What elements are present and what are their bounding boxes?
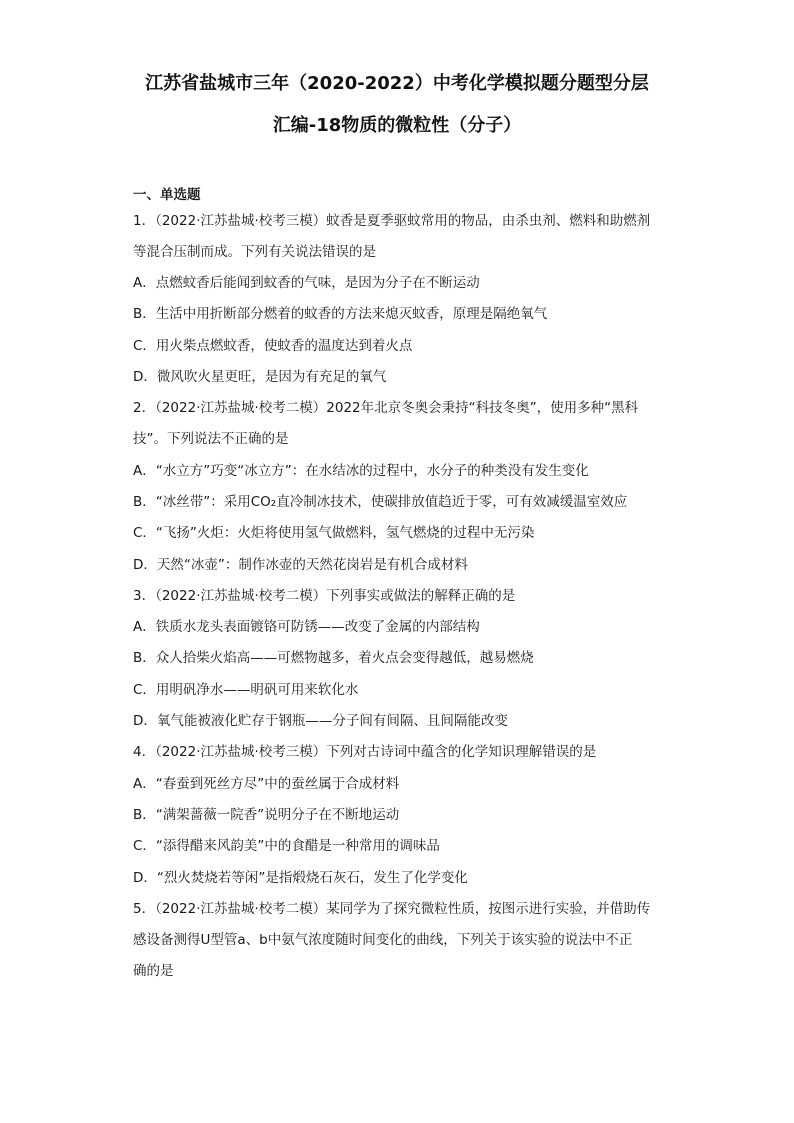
question-3-option-c: C．用明矾净水——明矾可用来软化水 xyxy=(133,682,359,698)
question-4-stem-line-1: 4．（2022·江苏盐城·校考三模）下列对古诗词中蕴含的化学知识理解错误的是 xyxy=(133,744,597,760)
section-heading: 一、单选题 xyxy=(133,187,201,203)
question-3-stem-line-1: 3．（2022·江苏盐城·校考二模）下列事实或做法的解释正确的是 xyxy=(133,588,516,604)
question-1-option-c: C．用火柴点燃蚊香，使蚊香的温度达到着火点 xyxy=(133,338,413,354)
document-title-line-1: 江苏省盐城市三年（2020-2022）中考化学模拟题分题型分层 xyxy=(145,73,649,94)
question-2-stem-line-2: 技”。下列说法不正确的是 xyxy=(133,431,289,447)
question-5-stem-line-2: 感设备测得U型管a、b中氨气浓度随时间变化的曲线，下列关于该实验的说法中不正 xyxy=(133,932,633,948)
question-3-option-a: A．铁质水龙头表面镀铬可防锈——改变了金属的内部结构 xyxy=(133,619,480,635)
question-5-stem-line-1: 5．（2022·江苏盐城·校考二模）某同学为了探究微粒性质，按图示进行实验，并借助传 xyxy=(133,901,651,917)
question-4-option-c: C．“添得醋来风韵美”中的食醋是一种常用的调味品 xyxy=(133,838,440,854)
question-1-stem-line-2: 等混合压制而成。下列有关说法错误的是 xyxy=(133,244,376,260)
question-1-option-d: D．微风吹火星更旺，是因为有充足的氧气 xyxy=(133,369,387,385)
question-4-option-b: B．“满架蔷薇一院香”说明分子在不断地运动 xyxy=(133,807,400,823)
question-2-stem-line-1: 2．（2022·江苏盐城·校考二模）2022年北京冬奥会秉持“科技冬奥”，使用多种“黑科 xyxy=(133,400,639,416)
question-1-stem-line-1: 1．（2022·江苏盐城·校考三模）蚊香是夏季驱蚊常用的物品，由杀虫剂、燃料和助燃剂 xyxy=(133,213,651,229)
question-4-option-a: A．“春蚕到死丝方尽”中的蚕丝属于合成材料 xyxy=(133,776,400,792)
question-2-option-d: D．天然“冰壶”：制作冰壶的天然花岗岩是有机合成材料 xyxy=(133,557,468,573)
question-3-option-d: D．氧气能被液化贮存于钢瓶——分子间有间隔、且间隔能改变 xyxy=(133,713,508,729)
question-1-option-b: B．生活中用折断部分燃着的蚊香的方法来熄灭蚊香，原理是隔绝氧气 xyxy=(133,306,548,322)
document-title-line-2: 汇编-18物质的微粒性（分子） xyxy=(272,115,522,136)
question-3-option-b: B．众人拾柴火焰高——可燃物越多，着火点会变得越低，越易燃烧 xyxy=(133,650,534,666)
question-5-stem-line-3: 确的是 xyxy=(133,963,174,979)
question-2-option-a: A．“水立方”巧变“冰立方”：在水结冰的过程中，水分子的种类没有发生变化 xyxy=(133,463,589,479)
question-2-option-b: B．“冰丝带”：采用CO₂直冷制冰技术，使碳排放值趋近于零，可有效减缓温室效应 xyxy=(133,494,628,510)
question-1-option-a: A．点燃蚊香后能闻到蚊香的气味，是因为分子在不断运动 xyxy=(133,275,480,291)
question-2-option-c: C．“飞扬”火炬：火炬将使用氢气做燃料，氢气燃烧的过程中无污染 xyxy=(133,525,535,541)
question-4-option-d: D．“烈火焚烧若等闲”是指煅烧石灰石，发生了化学变化 xyxy=(133,870,468,886)
